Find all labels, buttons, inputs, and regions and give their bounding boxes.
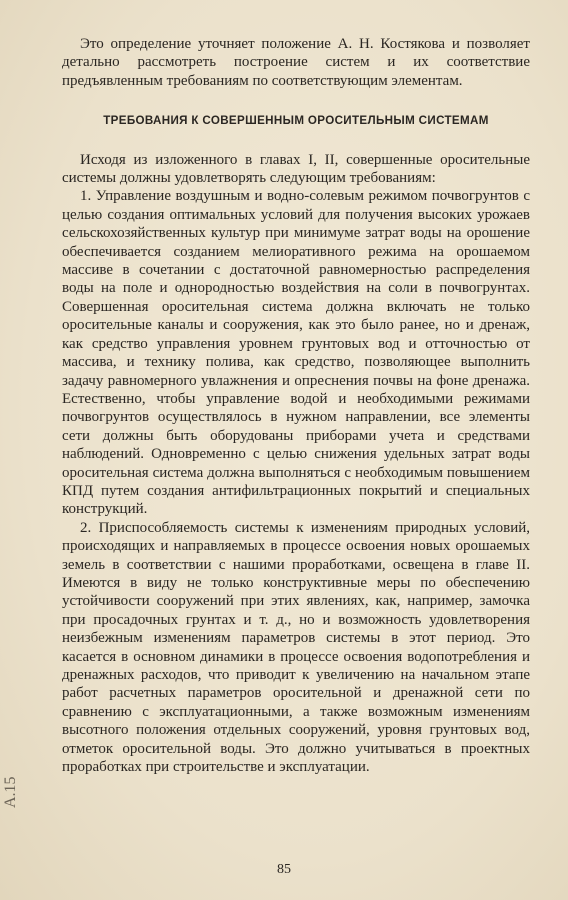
page-number: 85	[277, 862, 291, 877]
paragraph-requirement-1: 1. Управление воздушным и водно-солевым режимом почвогрунтов с целью создания оптимальных условий для получения высоких урожаев сельскохозяйственных культур при минимуме затрат воды на орошение обеспечивается созданием мелиоративного режима на орошаемом массиве в сочетании с достаточной равномерностью распределения воды на поле и однородностью воздействия на соли в почвогрунтах. Совершенная оросительная система должна включать не только оросительные каналы и сооружения, как это было ранее, но и дренаж, как средство управления уровнем грунтовых вод и отточностью от массива, и технику полива, как средство, позволяющее выполнить задачу равномерного увлажнения и опреснения почвы на фоне дренажа. Естественно, чтобы управление водой и необходимыми режимами почвогрунтов осуществлялось в нужном направлении, все элементы сети должны быть оборудованы приборами учета и средствами наблюдений. Одновременно с целью снижения удельных затрат воды оросительная система должна выполняться с необходимым повышением КПД путем создания антифильтрационных покрытий и специальных конструкций.	[62, 188, 530, 518]
section-heading: ТРЕБОВАНИЯ К СОВЕРШЕННЫМ ОРОСИТЕЛЬНЫМ СИСТЕМАМ	[103, 114, 489, 128]
paragraph-requirement-2: 2. Приспособляемость системы к изменениям природных условий, происходящих и направляемых в процессе освоения новых орошаемых земель в соответствии с нашими проработками, освещена в главе II. Имеются в виду не только конструктивные меры по обеспечению устойчивости сооружений при этих явлениях, как, например, замочка при просадочных грунтах и т. д., но и возможность удовлетворения неизбежным изменениям параметров системы в этот период. Это касается в основном динамики в процессе освоения водопотребления и дренажных расходов, что приводит к увеличению на начальном этапе работ расчетных параметров оросительной и дренажной сети по сравнению с эксплуатационными, а также возможным изменениям высотного положения отдельных сооружений, уровня грунтовых вод, отметок оросительной воды. Это должно учитываться в проектных проработках при строительстве и эксплуатации.	[62, 519, 530, 776]
margin-handwritten-mark: A.15	[2, 776, 19, 808]
paragraph-intro-requirements: Исходя из изложенного в главах I, II, совершенные оросительные системы должны удовлетворять следующим требованиям:	[62, 151, 530, 187]
text-block	[62, 35, 530, 776]
intro-paragraph: Это определение уточняет положение А. Н. Костякова и позволяет детально рассмотреть построение систем и их соответствие предъявленным требованиям по соответствующим элементам.	[62, 36, 530, 89]
